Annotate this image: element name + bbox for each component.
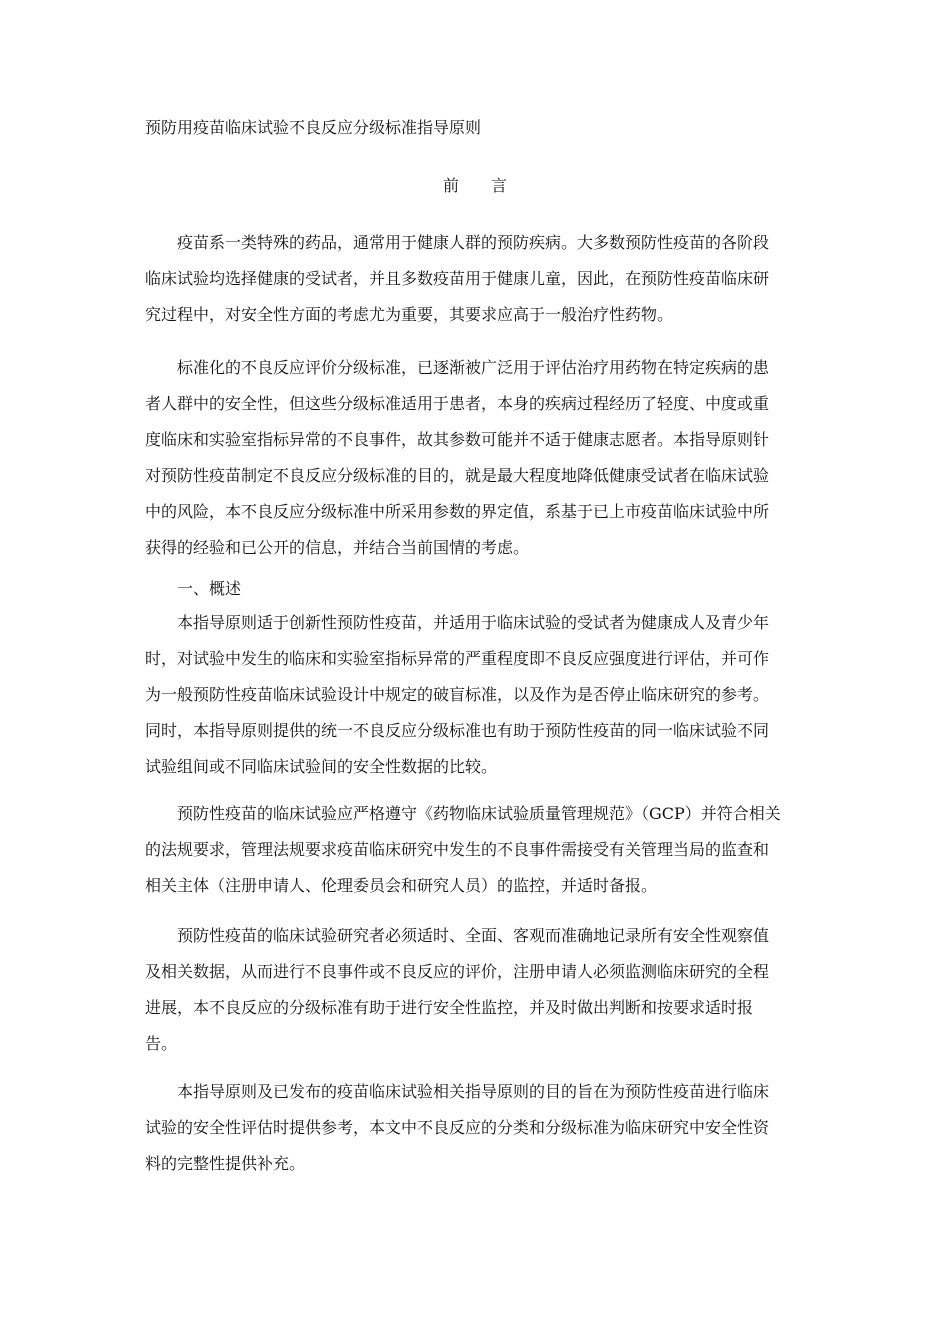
paragraph-line: 相关主体（注册申请人、伦理委员会和研究人员）的监控，并适时备报。 (145, 876, 658, 895)
paragraph-line: 时，对试验中发生的临床和实验室指标异常的严重程度即不良反应强度进行评估，并可作 (145, 649, 770, 668)
paragraph-intro (145, 225, 805, 333)
document-title: 预防用疫苗临床试验不良反应分级标准指导原则 (145, 118, 482, 137)
paragraph-line: 试验组间或不同临床试验间的安全性数据的比较。 (145, 757, 498, 776)
paragraph-line: 料的完整性提供补充。 (145, 1154, 306, 1173)
paragraph-line: 对预防性疫苗制定不良反应分级标准的目的，就是最大程度地降低健康受试者在临床试验 (145, 466, 770, 485)
paragraph-gcp (145, 796, 805, 904)
paragraph-line: 获得的经验和已公开的信息，并结合当前国情的考虑。 (145, 538, 530, 557)
paragraph-scope (145, 605, 805, 785)
paragraph-line: 本指导原则及已发布的疫苗临床试验相关指导原则的目的旨在为预防性疫苗进行临床 (177, 1082, 770, 1101)
paragraph-investigator (145, 918, 805, 1062)
paragraph-line: 度临床和实验室指标异常的不良事件，故其参数可能并不适于健康志愿者。本指导原则针 (145, 430, 770, 449)
paragraph-line: 的法规要求，管理法规要求疫苗临床研究中发生的不良事件需接受有关管理当局的监查和 (145, 840, 770, 859)
paragraph-line: 及相关数据，从而进行不良事件或不良反应的评价，注册申请人必须监测临床研究的全程 (145, 962, 770, 981)
paragraph-line: 本指导原则适于创新性预防性疫苗，并适用于临床试验的受试者为健康成人及青少年 (177, 613, 770, 632)
paragraph-line: 同时，本指导原则提供的统一不良反应分级标准也有助于预防性疫苗的同一临床试验不同 (145, 721, 770, 740)
paragraph-line: 试验的安全性评估时提供参考，本文中不良反应的分类和分级标准为临床研究中安全性资 (145, 1118, 770, 1137)
paragraph-line: 临床试验均选择健康的受试者，并且多数疫苗用于健康儿童，因此，在预防性疫苗临床研 (145, 269, 770, 288)
section-heading-overview: 一、概述 (177, 579, 242, 598)
paragraph-line: 中的风险，本不良反应分级标准中所采用参数的界定值，系基于已上市疫苗临床试验中所 (145, 502, 770, 521)
paragraph-line: 疫苗系一类特殊的药品，通常用于健康人群的预防疾病。大多数预防性疫苗的各阶段 (177, 233, 770, 252)
paragraph-line: 预防性疫苗的临床试验应严格遵守《药物临床试验质量管理规范》（GCP）并符合相关 (177, 804, 781, 823)
paragraph-line: 为一般预防性疫苗临床试验设计中规定的破盲标准，以及作为是否停止临床研究的参考。 (145, 685, 770, 704)
paragraph-line: 究过程中，对安全性方面的考虑尤为重要，其要求应高于一般治疗性药物。 (145, 305, 674, 324)
paragraph-line: 预防性疫苗的临床试验研究者必须适时、全面、客观而准确地记录所有安全性观察值 (177, 926, 770, 945)
preface-heading: 前 言 (442, 176, 507, 195)
paragraph-line: 标准化的不良反应评价分级标准，已逐渐被广泛用于评估治疗用药物在特定疾病的患 (177, 358, 770, 377)
paragraph-line: 进展，本不良反应的分级标准有助于进行安全性监控，并及时做出判断和按要求适时报 (145, 998, 754, 1017)
paragraph-purpose (145, 1074, 805, 1182)
paragraph-standardization (145, 350, 805, 566)
paragraph-line: 者人群中的安全性，但这些分级标准适用于患者，本身的疾病过程经历了轻度、中度或重 (145, 394, 770, 413)
paragraph-line: 告。 (145, 1034, 178, 1053)
